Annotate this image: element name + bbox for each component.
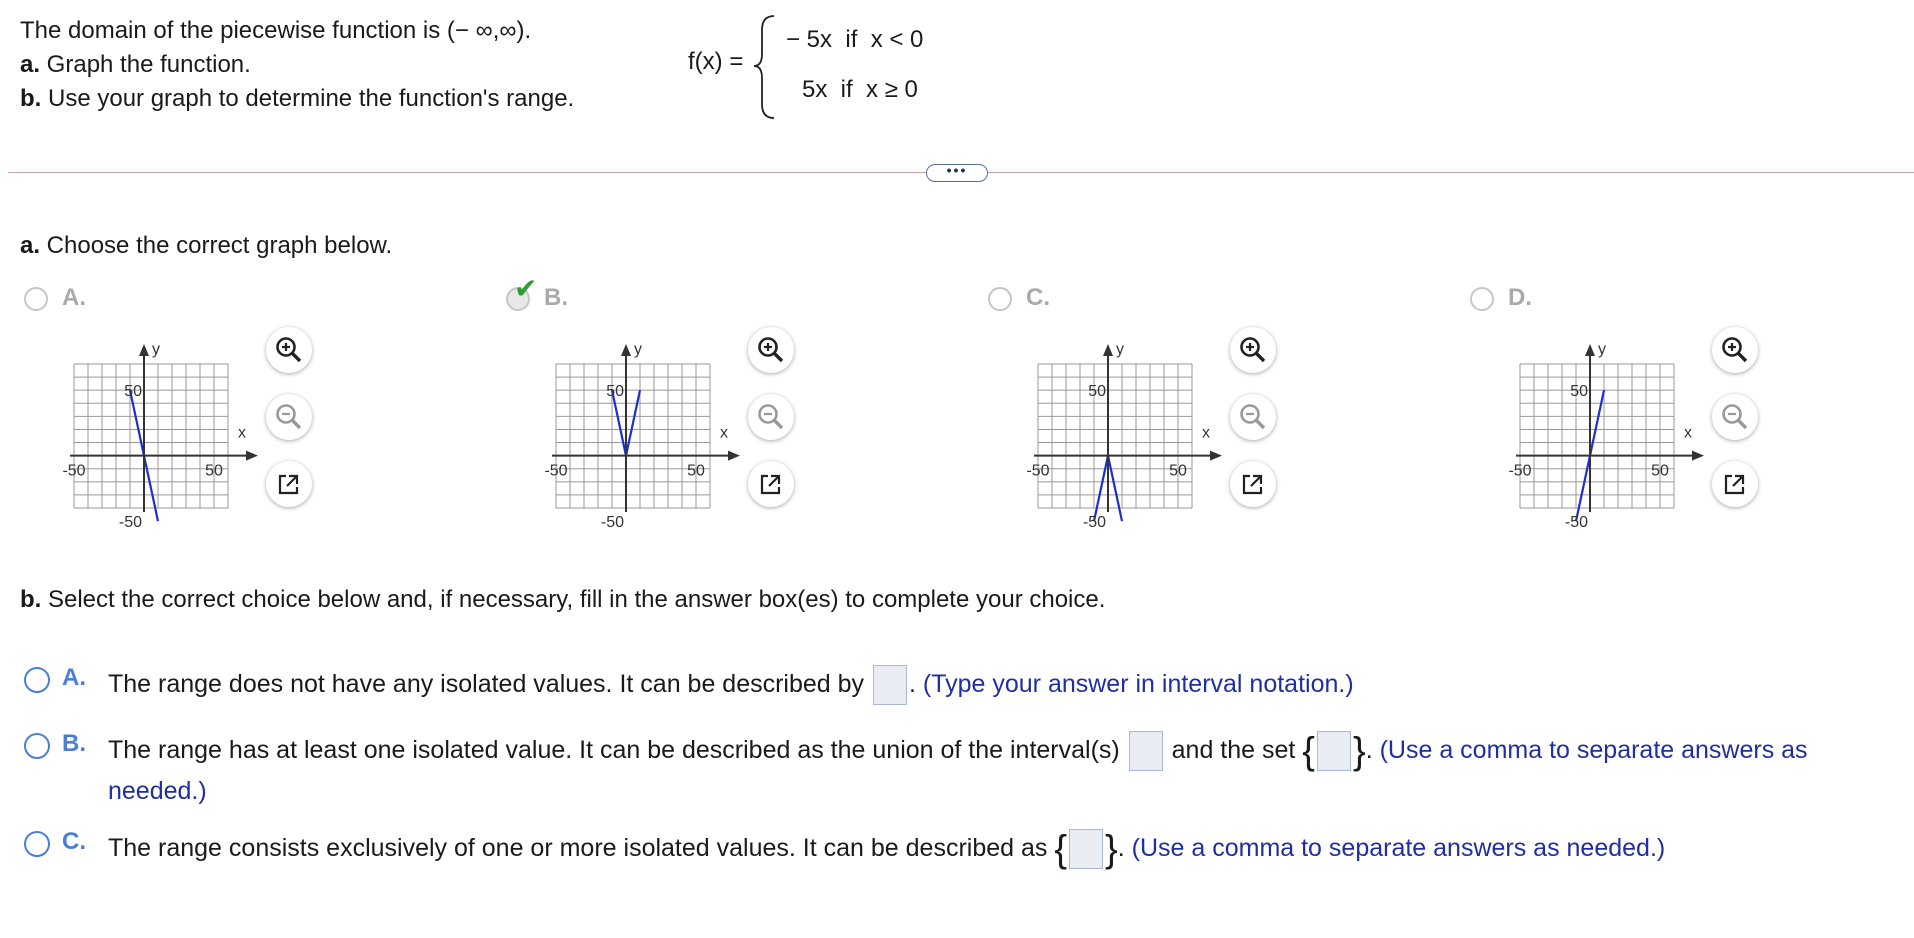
zoom-out-icon	[274, 402, 304, 432]
part-a-prompt: a. Choose the correct graph below.	[20, 232, 393, 259]
zoom-in-icon	[1720, 335, 1750, 365]
x-tick-neg50: -50	[544, 462, 568, 480]
zoom-out-icon	[1238, 402, 1268, 432]
y-axis-arrow	[1103, 344, 1113, 356]
x-tick-neg50: -50	[62, 462, 86, 480]
y-axis-label: y	[1598, 341, 1606, 358]
zoom-in-button[interactable]	[266, 327, 312, 373]
graph-option-b[interactable]	[538, 324, 748, 532]
zoom-in-button[interactable]	[748, 327, 794, 373]
set-answer-box[interactable]	[1317, 731, 1351, 771]
graph-axes	[552, 344, 740, 512]
graph-grid	[1520, 364, 1674, 508]
external-link-icon	[1721, 470, 1749, 498]
external-link-icon	[757, 470, 785, 498]
x-axis-label: x	[720, 424, 728, 442]
y-axis-label: y	[152, 341, 160, 358]
interval-answer-box[interactable]	[873, 665, 907, 705]
x-tick-50: 50	[687, 462, 705, 480]
zoom-out-icon	[1720, 402, 1750, 432]
graph-option-c-label[interactable]: C.	[1026, 284, 1050, 311]
function-case-2: 5x if x ≥ 0	[802, 76, 918, 103]
external-link-icon	[275, 470, 303, 498]
range-choice-a-text: The range does not have any isolated values. It can be described by . (Type your answer in interval notation.)	[108, 664, 1888, 705]
y-tick-neg50: -50	[1564, 514, 1588, 532]
range-choice-c-text: The range consists exclusively of one or more isolated values. It can be described as { }. (Use a comma to separate answers as needed.)	[108, 828, 1666, 871]
x-axis-label: x	[1684, 424, 1692, 442]
zoom-in-icon	[274, 335, 304, 365]
zoom-in-button[interactable]	[1230, 327, 1276, 373]
graph-axes	[1034, 344, 1222, 512]
range-choice-b-radio[interactable]	[24, 733, 50, 759]
x-tick-50: 50	[1169, 462, 1187, 480]
function-case-1: − 5x if x < 0	[786, 26, 924, 53]
graph-option-d-radio[interactable]	[1470, 287, 1494, 311]
question-part-a: a. Graph the function.	[20, 51, 251, 78]
y-tick-neg50: -50	[1082, 514, 1106, 532]
range-choice-c-letter[interactable]: C.	[62, 828, 86, 855]
graph-axes	[70, 344, 258, 512]
range-choice-a-letter[interactable]: A.	[62, 664, 86, 691]
y-tick-50: 50	[1570, 383, 1588, 401]
x-axis-label: x	[1202, 424, 1210, 442]
question-text	[20, 14, 574, 116]
part-b-prompt: b. Select the correct choice below and, if necessary, fill in the answer box(es) to complete your choice.	[20, 586, 1106, 613]
graph-axes	[1516, 344, 1704, 512]
zoom-in-button[interactable]	[1712, 327, 1758, 373]
y-tick-neg50: -50	[600, 514, 624, 532]
y-axis-label: y	[1116, 341, 1124, 358]
zoom-out-icon	[756, 402, 786, 432]
x-axis-label: x	[238, 424, 246, 442]
range-choice-b-text: The range has at least one isolated value. It can be described as the union of the interval(s) and the set { }. (Use a comma to separate answers as needed.)	[108, 730, 1808, 806]
graph-grid	[556, 364, 710, 508]
x-axis-arrow	[246, 451, 258, 461]
zoom-out-button[interactable]	[748, 394, 794, 440]
x-axis-arrow	[1210, 451, 1222, 461]
x-tick-neg50: -50	[1508, 462, 1532, 480]
y-tick-neg50: -50	[118, 514, 142, 532]
graph-option-a-label[interactable]: A.	[62, 284, 86, 311]
union-interval-answer-box[interactable]	[1129, 731, 1163, 771]
question-domain: The domain of the piecewise function is (− ∞,∞).	[20, 17, 532, 44]
checkmark-icon: ✔	[514, 273, 538, 304]
y-axis-arrow	[1585, 344, 1595, 356]
isolated-values-answer-box[interactable]	[1069, 829, 1103, 869]
graph-option-d[interactable]	[1502, 324, 1712, 532]
graph-option-c[interactable]	[1020, 324, 1230, 532]
y-tick-50: 50	[1088, 383, 1106, 401]
function-lhs: f(x) =	[688, 48, 744, 75]
graph-option-b-label[interactable]: B.	[544, 284, 568, 311]
open-new-window-button[interactable]	[748, 461, 794, 507]
x-tick-50: 50	[1651, 462, 1669, 480]
x-axis-arrow	[1692, 451, 1704, 461]
graph-option-d-label[interactable]: D.	[1508, 284, 1532, 311]
zoom-out-button[interactable]	[1712, 394, 1758, 440]
graph-option-a-radio[interactable]	[24, 287, 48, 311]
x-axis-arrow	[728, 451, 740, 461]
zoom-out-button[interactable]	[266, 394, 312, 440]
open-new-window-button[interactable]	[266, 461, 312, 507]
graph-option-c-radio[interactable]	[988, 287, 1012, 311]
y-axis-label: y	[634, 341, 642, 358]
piecewise-brace-icon	[752, 14, 782, 119]
open-new-window-button[interactable]	[1230, 461, 1276, 507]
range-choice-a-radio[interactable]	[24, 667, 50, 693]
y-axis-arrow	[139, 344, 149, 356]
y-axis-arrow	[621, 344, 631, 356]
x-tick-50: 50	[205, 462, 223, 480]
y-tick-50: 50	[606, 383, 624, 401]
open-new-window-button[interactable]	[1712, 461, 1758, 507]
range-choice-b-letter[interactable]: B.	[62, 730, 86, 757]
external-link-icon	[1239, 470, 1267, 498]
range-choice-c-radio[interactable]	[24, 831, 50, 857]
graph-option-a[interactable]	[56, 324, 266, 532]
x-tick-neg50: -50	[1026, 462, 1050, 480]
zoom-in-icon	[1238, 335, 1268, 365]
expand-more-button[interactable]: •••	[926, 164, 988, 182]
zoom-out-button[interactable]	[1230, 394, 1276, 440]
y-tick-50: 50	[124, 383, 142, 401]
zoom-in-icon	[756, 335, 786, 365]
question-part-b: b. Use your graph to determine the function's range.	[20, 85, 575, 112]
